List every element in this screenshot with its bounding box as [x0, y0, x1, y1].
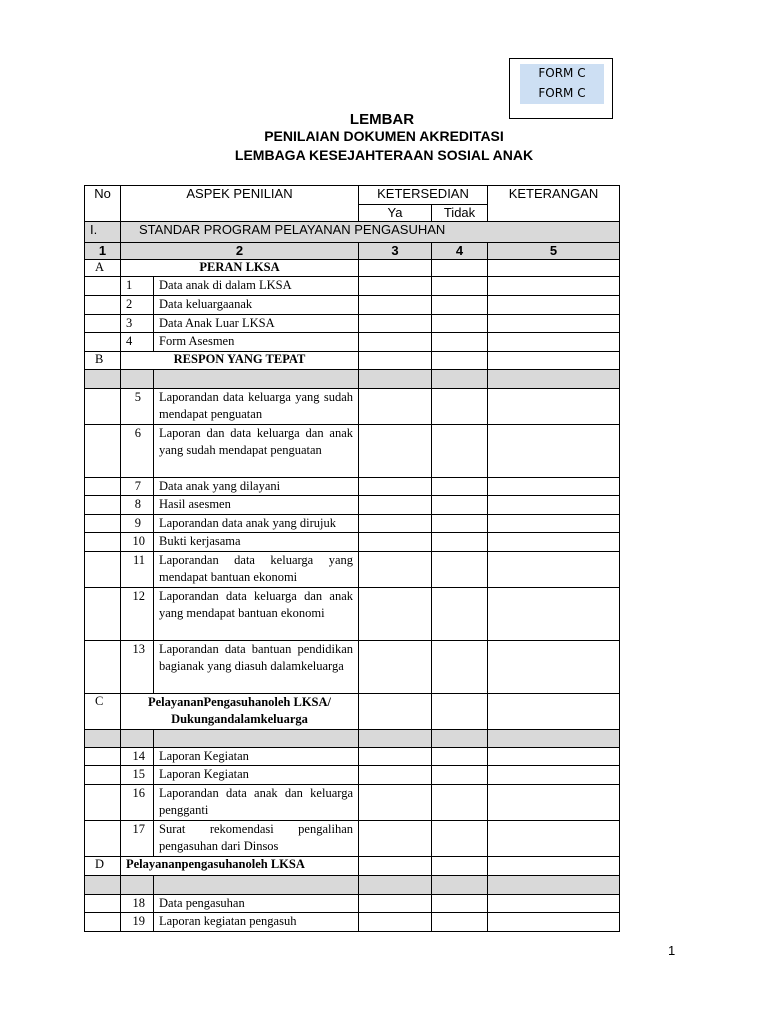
table-row	[85, 640, 620, 693]
form-label-line-1: FORM C	[538, 66, 586, 80]
item-text: Laporandan data bantuan pendidikan bagianak yang diasuh dalamkeluarga	[154, 640, 359, 693]
table-row	[85, 766, 620, 785]
table-row	[85, 496, 620, 515]
item-text: Data anak di dalam LKSA	[154, 277, 359, 296]
table-row	[85, 747, 620, 766]
item-text: Laporandan data anak dan keluarga pengganti	[154, 784, 359, 820]
item-number: 2	[121, 296, 154, 315]
item-text: Data Anak Luar LKSA	[154, 314, 359, 333]
section-row	[85, 693, 620, 729]
item-text: Surat rekomendasi pengalihan pengasuhan dari Dinsos	[154, 820, 359, 856]
header-tidak: Tidak	[432, 205, 488, 222]
table-row	[85, 314, 620, 333]
item-text: Laporandan data keluarga yang sudah mendapat penguatan	[154, 388, 359, 424]
section-letter: C	[85, 693, 121, 729]
item-number: 3	[121, 314, 154, 333]
table-row	[85, 587, 620, 640]
header-ketersediaan: KETERSEDIAN	[359, 186, 488, 205]
item-number: 10	[121, 533, 154, 552]
item-text: Laporan kegiatan pengasuh	[154, 913, 359, 932]
page-number: 1	[668, 943, 676, 958]
table-row	[85, 388, 620, 424]
section-letter: D	[85, 856, 121, 875]
section-row	[85, 260, 620, 277]
table-row	[85, 551, 620, 587]
form-label-box	[509, 58, 613, 119]
item-number: 18	[121, 894, 154, 913]
item-text: Hasil asesmen	[154, 496, 359, 515]
item-text: Laporan dan data keluarga dan anak yang sudah mendapat penguatan	[154, 424, 359, 477]
item-text: Data anak yang dilayani	[154, 477, 359, 496]
table-row	[85, 913, 620, 932]
item-text: Data keluargaanak	[154, 296, 359, 315]
section-title: Pelayananpengasuhanoleh LKSA	[121, 856, 359, 875]
section-title: PERAN LKSA	[121, 260, 359, 277]
col-number: 4	[432, 243, 488, 260]
standard-roman: I.	[85, 222, 121, 243]
item-number: 9	[121, 514, 154, 533]
document-subtitle-1: PENILAIAN DOKUMEN AKREDITASI	[264, 128, 504, 144]
table-row	[85, 296, 620, 315]
gray-spacer-row	[85, 369, 620, 388]
standard-label: STANDAR PROGRAM PELAYANAN PENGASUHAN	[121, 222, 620, 243]
header-no: No	[85, 186, 121, 222]
header-keterangan: KETERANGAN	[488, 186, 620, 222]
item-number: 1	[121, 277, 154, 296]
item-number: 12	[121, 587, 154, 640]
table-row	[85, 533, 620, 552]
header-aspek: ASPEK PENILIAN	[121, 186, 359, 222]
section-row	[85, 351, 620, 369]
item-number: 7	[121, 477, 154, 496]
form-label-line-2: FORM C	[538, 86, 586, 100]
header-ya: Ya	[359, 205, 432, 222]
item-text: Laporandan data keluarga yang mendapat bantuan ekonomi	[154, 551, 359, 587]
item-number: 13	[121, 640, 154, 693]
table-row	[85, 477, 620, 496]
item-number: 5	[121, 388, 154, 424]
standard-row	[85, 222, 620, 243]
item-number: 11	[121, 551, 154, 587]
item-text: Laporan Kegiatan	[154, 747, 359, 766]
table-row	[85, 784, 620, 820]
item-text: Data pengasuhan	[154, 894, 359, 913]
document-title: LEMBAR	[349, 111, 415, 128]
item-number: 15	[121, 766, 154, 785]
table-row	[85, 424, 620, 477]
section-title: PelayananPengasuhanoleh LKSA/ Dukungandalamkeluarga	[121, 693, 359, 729]
item-number: 14	[121, 747, 154, 766]
item-number: 19	[121, 913, 154, 932]
col-number: 2	[121, 243, 359, 260]
section-letter: A	[85, 260, 121, 277]
item-text: Laporan Kegiatan	[154, 766, 359, 785]
item-text: Form Asesmen	[154, 333, 359, 352]
gray-spacer-row	[85, 729, 620, 747]
item-number: 6	[121, 424, 154, 477]
document-subtitle-2: LEMBAGA KESEJAHTERAAN SOSIAL ANAK	[234, 147, 534, 163]
table-row	[85, 820, 620, 856]
item-text: Laporandan data anak yang dirujuk	[154, 514, 359, 533]
section-row	[85, 856, 620, 875]
item-number: 16	[121, 784, 154, 820]
item-text: Laporandan data keluarga dan anak yang mendapat bantuan ekonomi	[154, 587, 359, 640]
item-text: Bukti kerjasama	[154, 533, 359, 552]
gray-spacer-row	[85, 875, 620, 894]
table-row	[85, 894, 620, 913]
item-number: 8	[121, 496, 154, 515]
table-row	[85, 277, 620, 296]
col-number: 5	[488, 243, 620, 260]
table-header-row	[85, 186, 620, 205]
col-number: 1	[85, 243, 121, 260]
section-title: RESPON YANG TEPAT	[121, 351, 359, 369]
assessment-table	[84, 185, 620, 932]
col-number: 3	[359, 243, 432, 260]
column-number-row	[85, 243, 620, 260]
section-letter: B	[85, 351, 121, 369]
table-row	[85, 514, 620, 533]
table-row	[85, 333, 620, 352]
item-number: 4	[121, 333, 154, 352]
item-number: 17	[121, 820, 154, 856]
